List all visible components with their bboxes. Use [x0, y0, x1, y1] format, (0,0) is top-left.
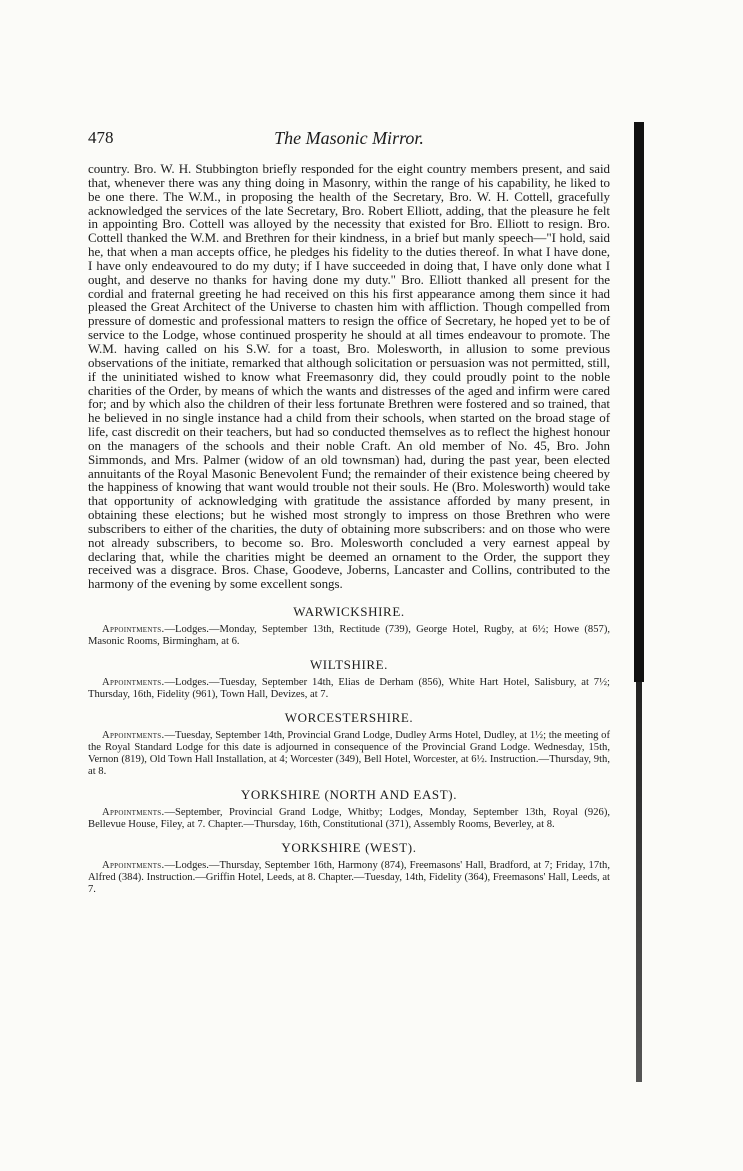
binding-edge-lower — [636, 682, 642, 1082]
page-header — [88, 128, 610, 152]
section-worcestershire — [88, 710, 610, 778]
section-heading: WARWICKSHIRE. — [293, 604, 405, 620]
section-yorkshire-west — [88, 840, 610, 896]
appointments-label: Appointments. — [102, 807, 165, 819]
appointments-text: —Tuesday, September 14th, Provincial Grand Lodge, Dudley Arms Hotel, Dudley, at 1½; the meeting of the Royal Standard Lodge for this date is adjourned in consequence of the Provincial Grand Lodge. Wednesday, 15th, Vernon (819), Old Town Hall Installation, at 4; Worcester (349), Bell Hotel, Worcester, at 6½. Instruction.—Thursday, 9th, at 8. — [88, 730, 610, 778]
page-number: 478 — [88, 128, 114, 147]
section-heading: WILTSHIRE. — [309, 657, 389, 673]
appointments-entry — [88, 730, 610, 778]
body-paragraph: country. Bro. W. H. Stubbington briefly responded for the eight country members present, and said that, whenever there was any thing doing in Masonry, within the range of his capability, he liked to be one there. The W.M., in proposing the health of the Secretary, Bro. W. H. Cottell, gracefully acknowledged the services of the late Secretary, Bro. Robert Elliott, adding, that the pleasure he felt in appointing Bro. Cottell was alloyed by the necessity that existed for Bro. Elliott to resign. Bro. Cottell thanked the W.M. and Brethren for their kindness, in a brief but manly speech—"I hold, said he, that when a man accepts office, he pledges his fidelity to the duties thereof. In what I have done, I have only endeavoured to do my duty; if I have succeeded in doing that, I have only done what I ought, and deserve no thanks for having done my duty." Bro. Elliott thanked all present for the cordial and fraternal greeting he had received on this his first appearance among them since it had pleased the Great Architect of the Universe to chasten him with affliction. Though compelled from pressure of domestic and professional matters to resign the office of Secretary, he hoped yet to be of service to the Lodge, whose continued prosperity he should at all times endeavour to promote. The W.M. having called on his S.W. for a toast, Bro. Molesworth, in allusion to some previous observations of the initiate, remarked that although solicitation or persuasion was not permitted, still, if the uninitiated wished to know what Freemasonry did, they could proudly point to the noble charities of the Order, by means of which the wants and distresses of the aged and infirm were cared for; and by which also the children of their less fortunate Brethren were fostered and so trained, that he believed in no single instance had a child from their schools, when started on the broad stage of life, cast discredit on their teachers, but had so conducted themselves as to reflect the highest honour on the managers of the schools and their noble Craft. An old member of No. 45, Bro. John Simmonds, and Mrs. Palmer (widow of an old townsman) had, during the past year, been elected annuitants of the Royal Masonic Benevolent Fund; the remainder of their existence being cheered by the happiness of knowing that want would trouble not their souls. He (Bro. Molesworth) would take that opportunity of acknowledging with gratitude the assistance afforded by many present, in obtaining these elections; but he wished most strongly to impress on those Brethren who were subscribers to either of the charities, the duty of obtaining more subscribers: and on those who were not already subscribers, to become so. Bro. Molesworth concluded a very earnest appeal by declaring that, while the charities might be deemed an ornament to the Order, the support they received was a disgrace. Bros. Chase, Goodeve, Joberns, Lancaster and Collins, contributed to the harmony of the evening by some excellent songs. — [88, 161, 610, 592]
section-heading: WORCESTERSHIRE. — [284, 710, 414, 726]
appointments-label: Appointments. — [102, 624, 165, 636]
appointments-label: Appointments. — [102, 677, 165, 689]
appointments-entry — [88, 624, 610, 648]
appointments-text: —Lodges.—Tuesday, September 14th, Elias de Derham (856), White Hart Hotel, Salisbury, at 7½; Thursday, 16th, Fidelity (961), Town Hall, Devizes, at 7. — [88, 677, 610, 701]
appointments-label: Appointments. — [102, 860, 165, 872]
appointments-text: —September, Provincial Grand Lodge, Whitby; Lodges, Monday, September 13th, Royal (926), Bellevue House, Filey, at 7. Chapter.—Thursday, 16th, Constitutional (371), Assembly Rooms, Beverley, at 8. — [88, 807, 610, 831]
section-wiltshire — [88, 657, 610, 701]
appointments-label: Appointments. — [102, 730, 165, 742]
appointments-entry — [88, 807, 610, 831]
appointments-text: —Lodges.—Thursday, September 16th, Harmony (874), Freemasons' Hall, Bradford, at 7; Friday, 17th, Alfred (384). Instruction.—Griffin Hotel, Leeds, at 8. Chapter.—Tuesday, 14th, Fidelity (364), Freemasons' Hall, Leeds, at 7. — [88, 860, 610, 896]
section-warwickshire — [88, 604, 610, 648]
document-page — [88, 128, 610, 896]
appointments-entry — [88, 860, 610, 896]
running-title: The Masonic Mirror. — [274, 128, 424, 148]
section-heading: YORKSHIRE (NORTH AND EAST). — [240, 787, 458, 803]
binding-edge — [634, 122, 644, 682]
appointments-text: —Lodges.—Monday, September 13th, Rectitude (739), George Hotel, Rugby, at 6½; Howe (857), Masonic Rooms, Birmingham, at 6. — [88, 624, 610, 648]
section-yorkshire-north-east — [88, 787, 610, 831]
appointments-entry — [88, 677, 610, 701]
section-heading: YORKSHIRE (WEST). — [281, 840, 417, 856]
